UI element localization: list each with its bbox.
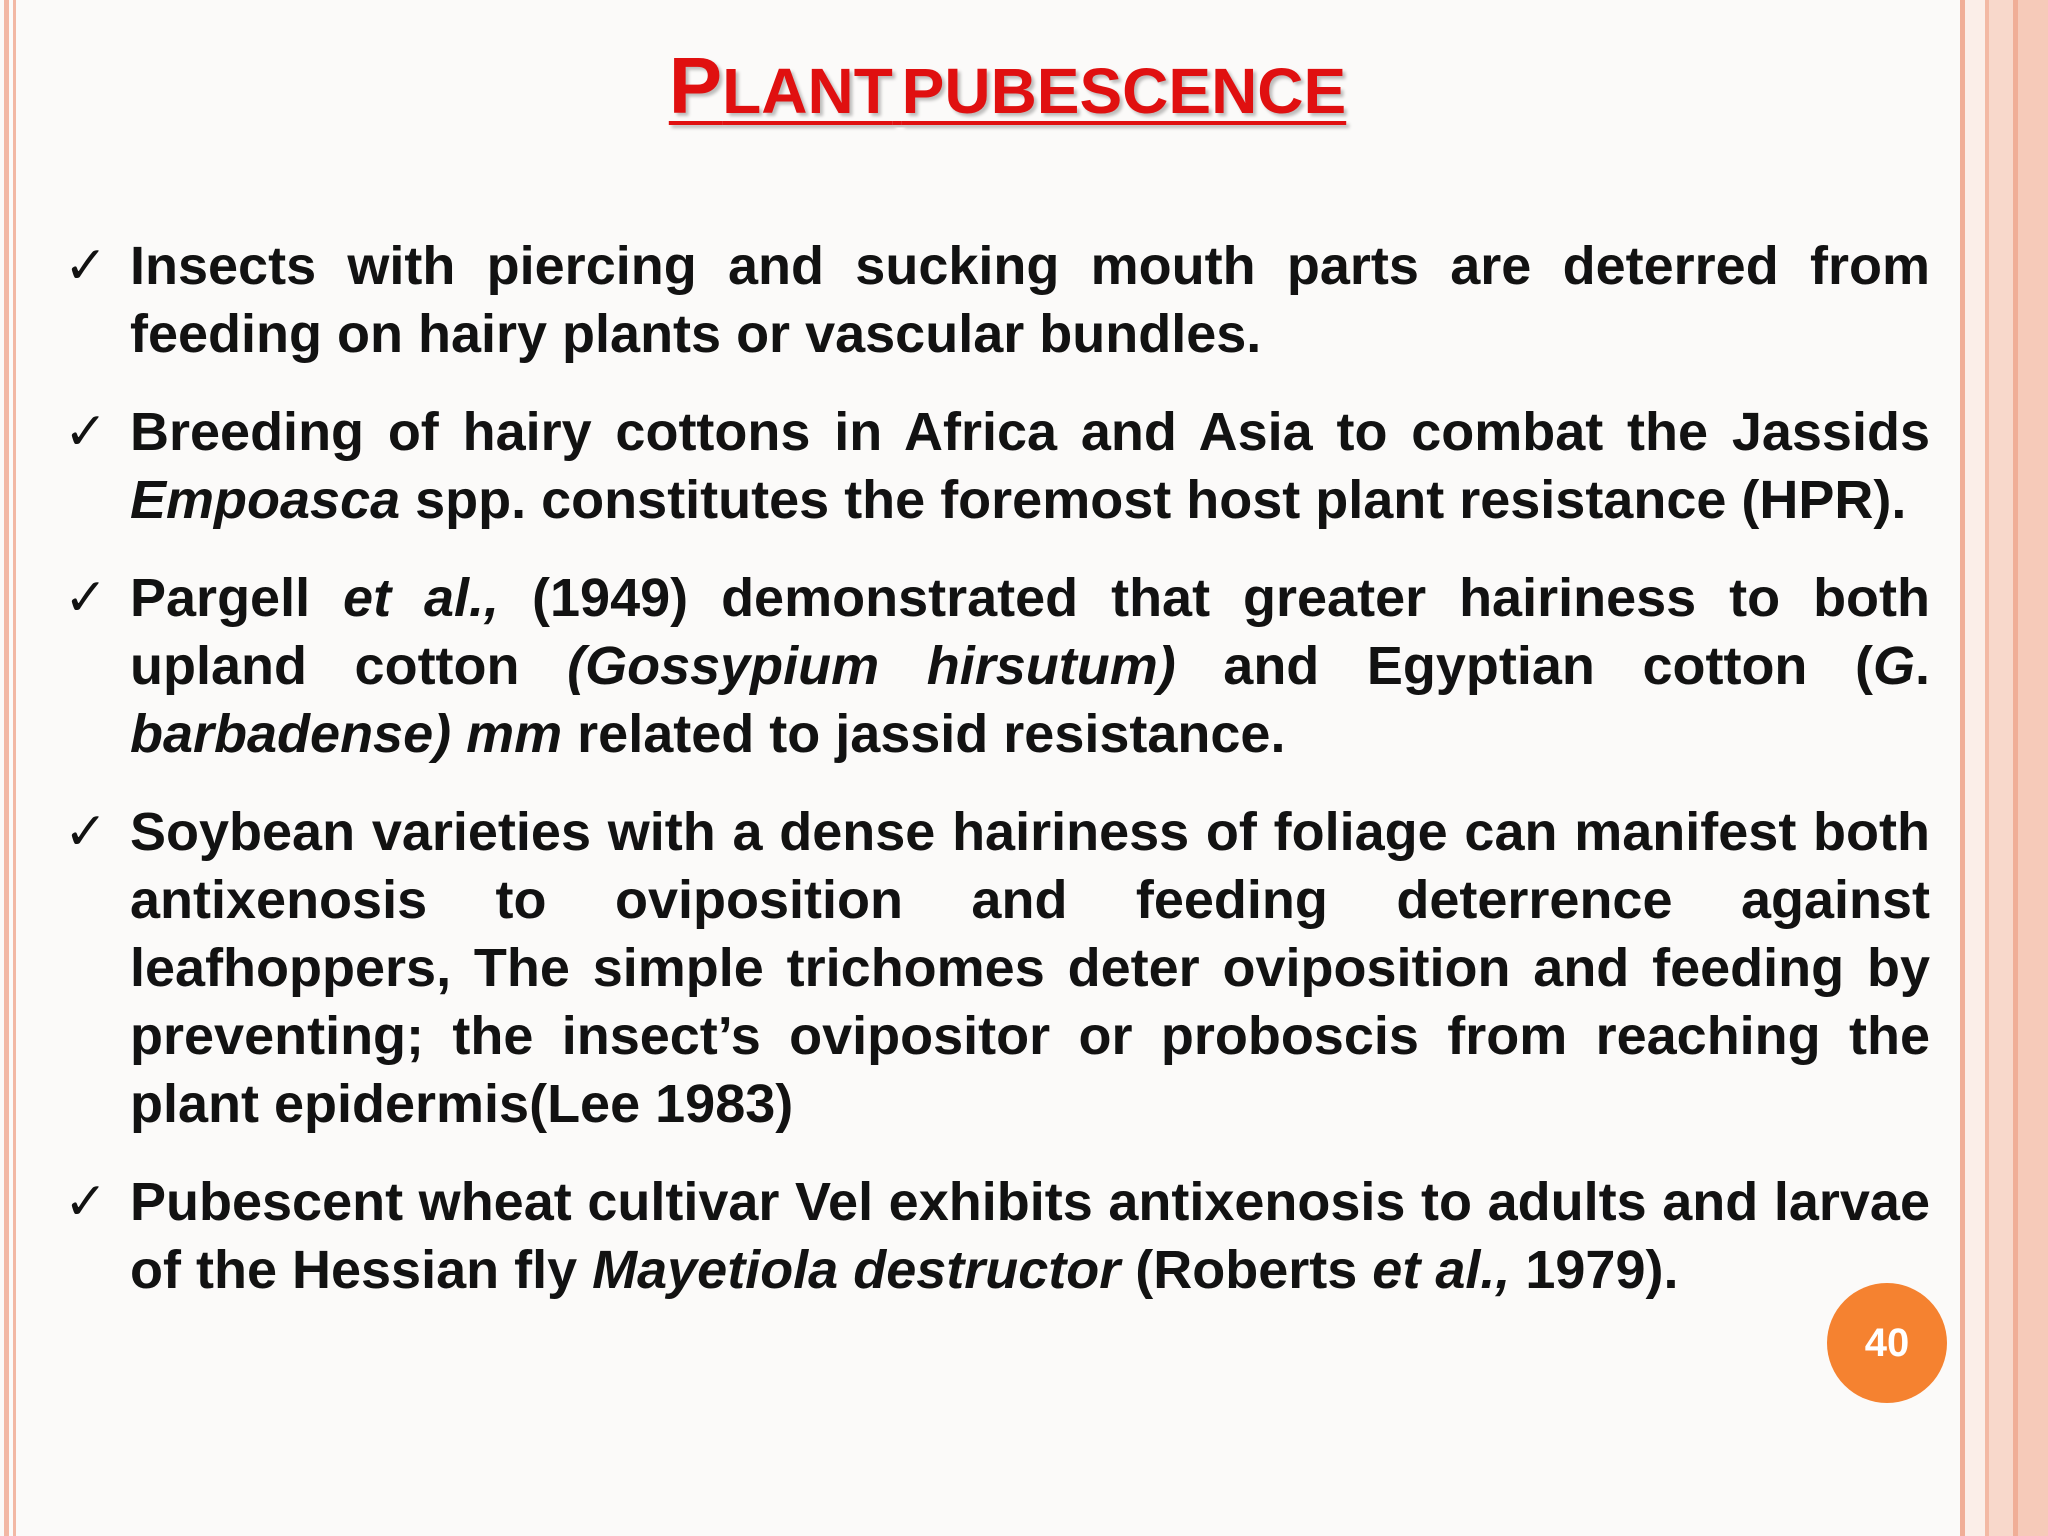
checkmark-icon: ✓ bbox=[64, 1172, 108, 1232]
bullet-item bbox=[64, 1168, 1930, 1304]
text-run: 1979). bbox=[1510, 1240, 1679, 1300]
checkmark-icon: ✓ bbox=[64, 402, 108, 462]
border-stripe bbox=[1965, 0, 1985, 1536]
text-run: Insects with piercing and sucking mouth parts are deterred from feeding on hairy plants or vascular bundles. bbox=[130, 236, 1930, 364]
title-word: PUBESCENCE bbox=[901, 55, 1347, 127]
slide-title-text bbox=[669, 38, 1346, 134]
text-run: Pargell bbox=[130, 568, 344, 628]
right-decorative-border bbox=[1960, 0, 2048, 1536]
page-number-badge bbox=[1827, 1283, 1947, 1403]
italic-term: et al., bbox=[343, 568, 500, 628]
bullet-item bbox=[64, 232, 1930, 368]
text-run: (Roberts bbox=[1120, 1240, 1373, 1300]
checkmark-icon: ✓ bbox=[64, 802, 108, 862]
bullet-text bbox=[130, 802, 1930, 1134]
border-line bbox=[4, 0, 9, 1536]
bullet-text bbox=[130, 402, 1930, 530]
italic-term: G bbox=[1872, 636, 1915, 696]
italic-term: (Gossypium hirsutum) bbox=[567, 636, 1176, 696]
bullet-text bbox=[130, 1172, 1930, 1300]
bullet-item bbox=[64, 564, 1930, 768]
text-run: related to jassid resistance. bbox=[562, 704, 1286, 764]
text-run: Breeding of hairy cottons in Africa and Asia to combat the Jassids bbox=[130, 402, 1930, 462]
bullet-text bbox=[130, 568, 1930, 764]
border-stripe bbox=[1989, 0, 2013, 1536]
checkmark-icon: ✓ bbox=[64, 568, 108, 628]
italic-term: Empoasca bbox=[130, 470, 401, 530]
border-line bbox=[13, 0, 16, 1536]
bullet-text bbox=[130, 236, 1930, 364]
text-run: Soybean varieties with a dense hairiness of foliage can manifest both antixenosis to oviposition and feeding deterrence against leafhoppers, The simple trichomes deter oviposition and feeding by preventing; the insect’s ovipositor or proboscis from reaching the plant epidermis(Lee 1983) bbox=[130, 802, 1930, 1134]
title-word-rest: LANT bbox=[722, 55, 893, 127]
text-run: (1949) demonstrated that greater hairiness to both upland cotton bbox=[130, 568, 1931, 696]
slide-title bbox=[0, 38, 2015, 134]
text-run: and Egyptian cotton ( bbox=[1175, 636, 1873, 696]
checkmark-icon: ✓ bbox=[64, 236, 108, 296]
border-stripe bbox=[2018, 0, 2048, 1536]
title-initial-letter: P bbox=[668, 41, 723, 130]
text-run: Pubescent wheat cultivar Vel exhibits antixenosis to adults and larvae of the Hessian fly bbox=[130, 1172, 1930, 1300]
italic-term: Mayetiola destructor bbox=[592, 1240, 1121, 1300]
italic-term: et al., bbox=[1372, 1240, 1511, 1300]
left-decorative-border bbox=[0, 0, 22, 1536]
bullet-list bbox=[64, 232, 1930, 1334]
text-run: spp. constitutes the foremost host plant resistance (HPR). bbox=[400, 470, 1907, 530]
bullet-item bbox=[64, 798, 1930, 1138]
italic-term: barbadense) mm bbox=[130, 704, 563, 764]
text-run: . bbox=[1915, 636, 1931, 696]
page-number: 40 bbox=[1864, 1320, 1910, 1365]
bullet-item bbox=[64, 398, 1930, 534]
